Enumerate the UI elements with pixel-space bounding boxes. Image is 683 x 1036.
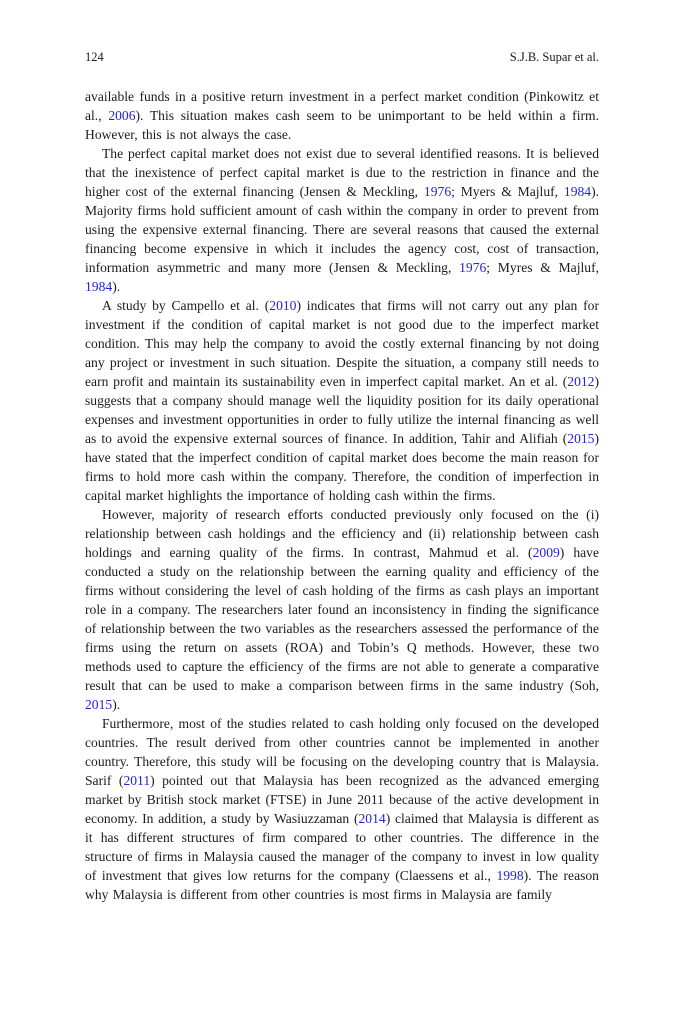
citation-link[interactable]: 1976: [423, 184, 452, 199]
text-run: ; Myres & Majluf,: [486, 260, 599, 275]
citation-link[interactable]: 2015: [567, 431, 595, 446]
paragraph: [85, 714, 599, 904]
text-run: ). Majority firms hold sufficient amount of cash within the company in order to prevent from using the expensive external financing. There are several reasons that caused the external financing become expensive in which it includes the agency cost, cost of transaction, information asymmetric and many more (Jensen & Meckling,: [85, 184, 600, 275]
citation-link[interactable]: 2006: [108, 108, 136, 123]
text-run: However, majority of research efforts conducted previously only focused on the (i) relationship between cash holdings and the efficiency and (ii) relationship between cash holdings and earning quality of the firms. In contrast, Mahmud et al. (: [85, 507, 599, 560]
text-run: ).: [112, 697, 121, 712]
article-body: [85, 87, 599, 904]
paragraph: [85, 505, 599, 714]
citation-link[interactable]: 2015: [85, 697, 113, 712]
page-header: [85, 50, 599, 64]
text-run: ) have stated that the imperfect condition of capital market does become the main reason for firms to hold more cash within the company. Therefore, the condition of imperfection in capital market highlights the importance of holding cash within the firms.: [85, 431, 599, 503]
citation-link[interactable]: 2011: [123, 773, 151, 788]
running-head-authors: S.J.B. Supar et al.: [509, 50, 599, 64]
text-run: Furthermore, most of the studies related to cash holding only focused on the developed countries. The result derived from other countries cannot be implemented in another country. Therefore, this study will be focusing on the developing country that is Malaysia. Sarif (: [85, 716, 599, 788]
citation-link[interactable]: 1984: [563, 184, 592, 199]
paragraph: [85, 87, 599, 144]
text-run: ) indicates that firms will not carry out any plan for investment if the condition of capital market is not good due to the imperfect market condition. This may help the company to avoid the costly external financing by not doing any project or investment in such situation. Despite the situation, a company still needs to earn profit and maintain its sustainability even in imperfect capital market. An et al. (: [85, 298, 599, 389]
citation-link[interactable]: 2010: [269, 298, 297, 313]
text-run: ) claimed that Malaysia is different as it has different structures of firm compared to other countries. The difference in the structure of firms in Malaysia caused the manager of the company to invest in low quality of investment that gives low returns for the company (Claessens et al.,: [85, 811, 599, 883]
text-run: ) suggests that a company should manage well the liquidity position for its daily operational expenses and investment opportunities in order to fully utilize the internal financing as well as to avoid the expensive external sources of finance. In addition, Tahir and Alifiah (: [85, 374, 599, 446]
text-run: available funds in a positive return investment in a perfect market condition (Pinkowitz et al.,: [85, 89, 599, 123]
citation-link[interactable]: 2014: [358, 811, 386, 826]
citation-link[interactable]: 1984: [85, 279, 113, 294]
citation-link[interactable]: 1976: [459, 260, 487, 275]
text-run: ). This situation makes cash seem to be unimportant to be held within a firm. However, this is not always the case.: [85, 108, 599, 142]
citation-link[interactable]: 1998: [496, 868, 524, 883]
text-run: ) pointed out that Malaysia has been recognized as the advanced emerging market by British stock market (FTSE) in June 2011 because of the active development in economy. In addition, a study by Wasiuzzaman (: [85, 773, 599, 826]
citation-link[interactable]: 2012: [567, 374, 595, 389]
text-run: ) have conducted a study on the relationship between the earning quality and efficiency of the firms without considering the level of cash holding of the firms as cash plays an important role in a company. The researchers later found an inconsistency in finding the significance of relationship between the two variables as the researchers assessed the performance of the firms using the return on assets (ROA) and Tobin’s Q methods. However, these two methods used to capture the efficiency of the firms are not able to generate a comparative result that can be used to make a comparison between firms in the same industry (Soh,: [85, 545, 599, 693]
text-run: ). The reason why Malaysia is different from other countries is most firms in Malaysia are family: [85, 868, 599, 902]
text-run: A study by Campello et al. (: [102, 298, 270, 313]
paragraph: [85, 144, 599, 296]
text-run: The perfect capital market does not exist due to several identified reasons. It is believed that the inexistence of perfect capital market is due to the restriction in finance and the higher cost of the external financing (Jensen & Meckling,: [85, 146, 599, 199]
page-number: 124: [85, 50, 104, 64]
text-run: ).: [112, 279, 121, 294]
text-run: ; Myers & Majluf,: [451, 184, 564, 199]
paragraph: [85, 296, 599, 505]
citation-link[interactable]: 2009: [532, 545, 560, 560]
